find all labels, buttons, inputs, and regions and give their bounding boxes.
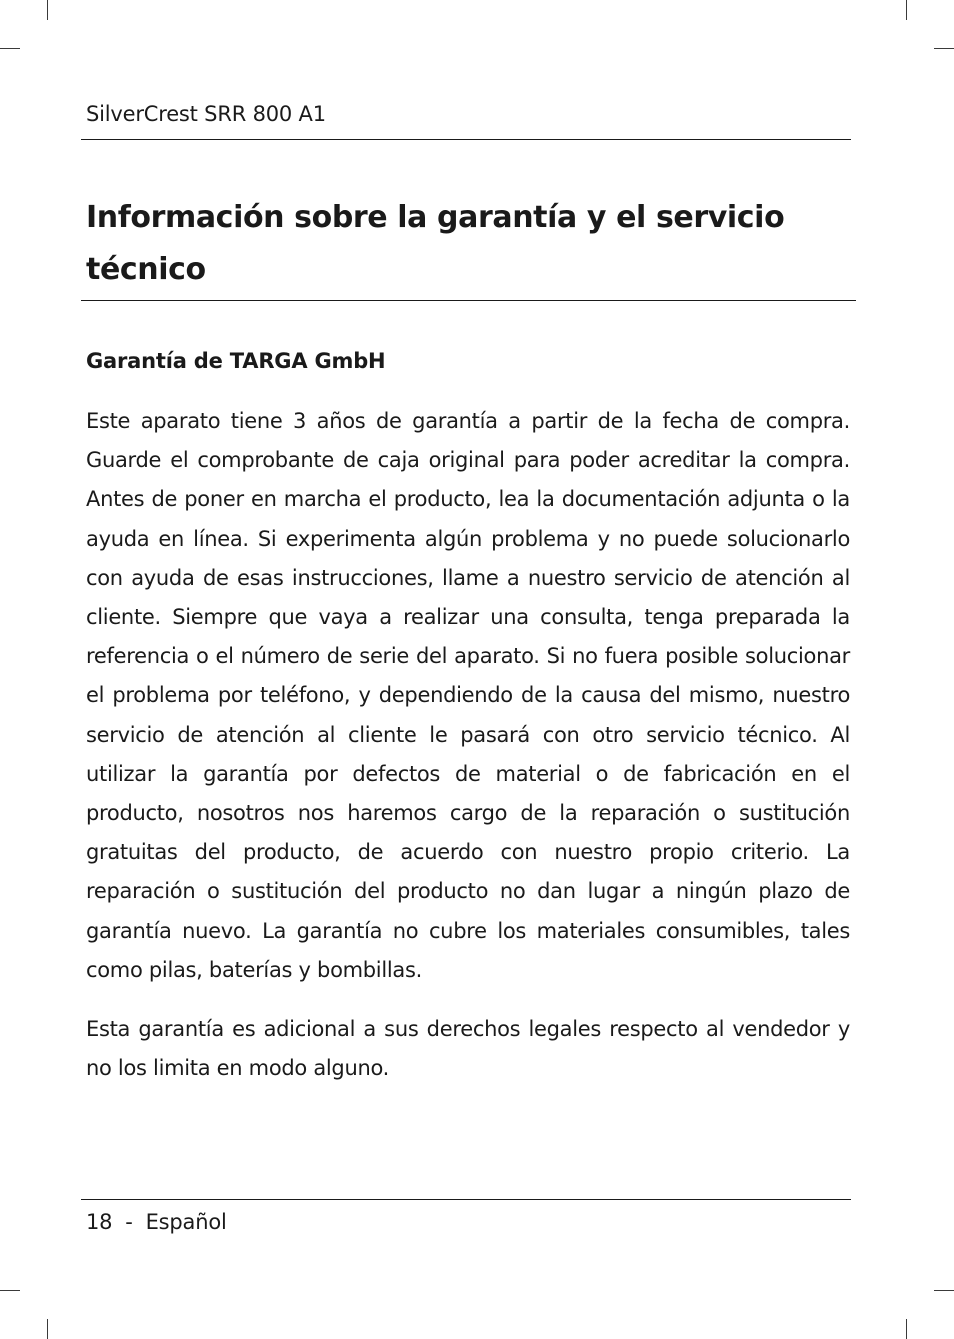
footer-rule: [81, 1199, 851, 1200]
page-title: Información sobre la garantía y el servicio técnico: [86, 200, 785, 287]
crop-mark-bottom-left-h: [0, 1290, 20, 1291]
crop-mark-top-right-h: [934, 48, 954, 49]
crop-mark-bottom-right: [906, 1319, 907, 1339]
running-header: SilverCrest SRR 800 A1: [86, 102, 326, 126]
header-rule: [81, 139, 851, 140]
warranty-paragraph: Este aparato tiene 3 años de garantía a partir de la fecha de compra. Guarde el comprobante de caja original para poder acreditar la compra. Antes de poner en marcha el producto, lea la documentación adjunta o la ayuda en línea. Si experimenta algún problema y no puede solucionarlo con ayuda de esas instrucciones, llame a nuestro servicio de atención al cliente. Siempre que vaya a realizar una consulta, tenga preparada la referencia o el número de serie del aparato. Si no fuera posible solucionar el problema por teléfono, y dependiendo de la causa del mismo, nuestro servicio de atención al cliente le pasará con otro servicio técnico. Al utilizar la garantía por defectos de material o de fabricación en el producto, nosotros nos haremos cargo de la reparación o sustitución gratuitas del producto, de acuerdo con nuestro propio criterio. La reparación o sustitución del producto no dan lugar a ningún plazo de garantía nuevo. La garantía no cubre los materiales consumibles, tales como pilas, baterías y bombillas.: [86, 409, 850, 982]
crop-mark-bottom-right-h: [934, 1290, 954, 1291]
crop-mark-bottom-left: [47, 1319, 48, 1339]
page-footer: 18 - Español: [86, 1210, 227, 1234]
crop-mark-top-left: [47, 0, 48, 20]
section-subtitle: Garantía de TARGA GmbH: [86, 349, 386, 373]
crop-mark-top-right: [906, 0, 907, 20]
crop-mark-top-left-h: [0, 48, 20, 49]
title-rule: [81, 300, 856, 301]
legal-rights-paragraph: Esta garantía es adicional a sus derechos legales respecto al vendedor y no los limita en modo alguno.: [86, 1017, 850, 1081]
